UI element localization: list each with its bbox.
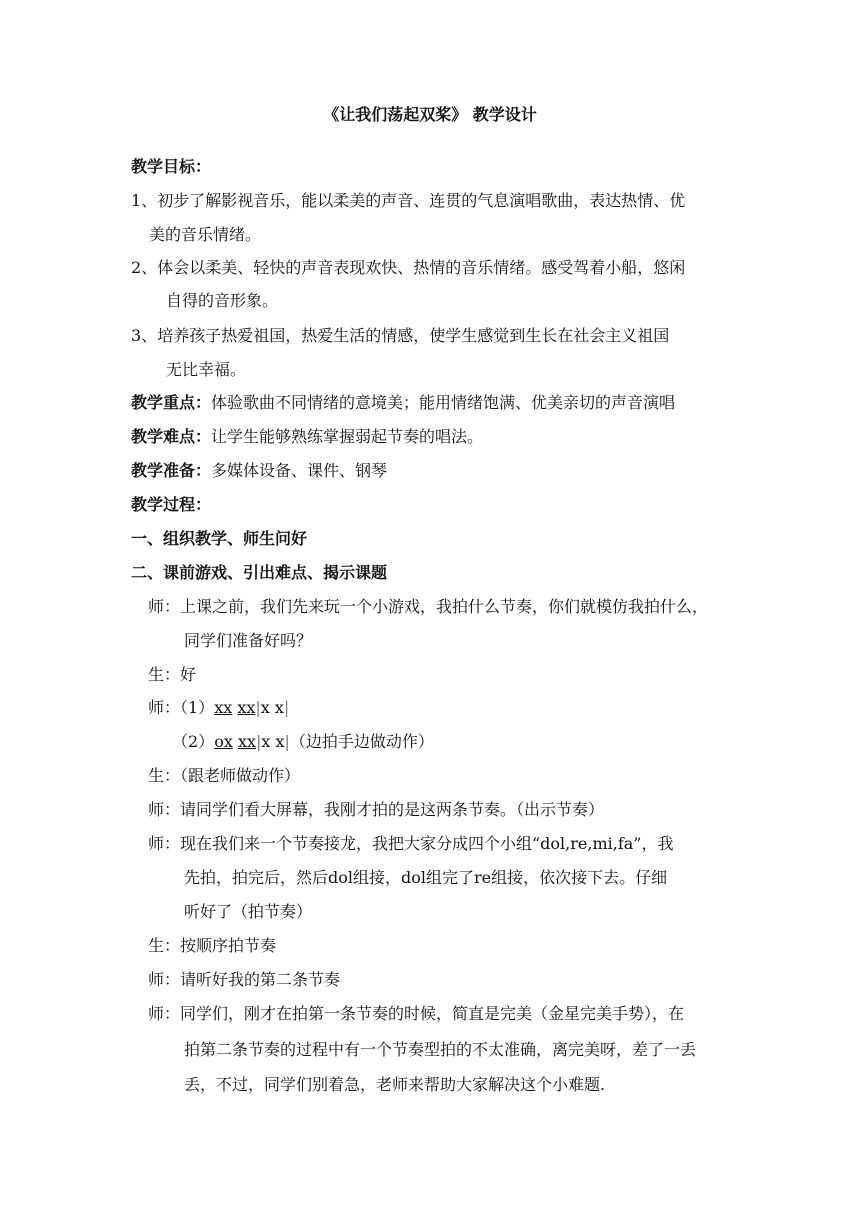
objective-2-line2: 自得的音形象。 — [166, 291, 279, 310]
objective-2-number: 2、 — [131, 258, 158, 277]
dialogue-2: 生：好 — [148, 665, 197, 684]
process-heading: 教学过程： — [131, 495, 212, 514]
dialogue-7-line2: 先拍，拍完后，然后dol组接，dol组完了re组接，依次接下去。仔细 — [184, 868, 668, 887]
rhythm-1-group-3: x x — [260, 698, 284, 717]
barline: | — [255, 698, 261, 717]
dialogue-4 — [172, 731, 434, 753]
objective-2-text: 体会以柔美、轻快的声音表现欢快、热情的音乐情绪。感受驾着小船，悠闲 — [157, 258, 686, 277]
rhythm-1-group-2: xx — [237, 698, 256, 717]
objective-1-line2: 美的音乐情绪。 — [149, 225, 262, 244]
difficulty — [131, 426, 483, 448]
difficulty-text: 让学生能够熟练掌握弱起节奏的唱法。 — [211, 427, 484, 446]
objective-1-text: 初步了解影视音乐，能以柔美的声音、连贯的气息演唱歌曲，表达热情、优 — [157, 191, 686, 210]
rhythm-1-group-1: xx — [214, 698, 233, 717]
objective-3-text: 培养孩子热爱祖国，热爱生活的情感，使学生感觉到生长在社会主义祖国 — [157, 326, 670, 345]
dialogue-7-line1: 师：现在我们来一个节奏接龙，我把大家分成四个小组“dol,re,mi,fa”，我 — [148, 834, 674, 853]
dialogue-10-line1: 师：同学们，刚才在拍第一条节奏的时候，简直是完美（金星完美手势），在 — [148, 1004, 685, 1023]
dialogue-3 — [148, 697, 289, 719]
objective-3-number: 3、 — [131, 326, 158, 345]
section-1-heading: 一、组织教学、师生问好 — [131, 529, 308, 548]
objective-3-line2: 无比幸福。 — [166, 360, 247, 379]
dialogue-6: 师：请同学们看大屏幕，我刚才拍的是这两条节奏。（出示节奏） — [148, 800, 605, 819]
preparation — [131, 460, 387, 482]
dialogue-10-line3: 丢，不过，同学们别着急，老师来帮助大家解决这个小难题. — [184, 1075, 606, 1094]
objective-2-line1 — [131, 257, 685, 279]
preparation-text: 多媒体设备、课件、钢琴 — [211, 461, 388, 480]
preparation-label: 教学准备： — [131, 461, 212, 480]
dialogue-4-prefix: （2） — [172, 732, 215, 751]
dialogue-4-suffix: （边拍手边做动作） — [289, 732, 434, 751]
key-points — [131, 392, 675, 414]
rhythm-2-group-2: xx — [237, 732, 256, 751]
dialogue-1-line1: 师：上课之前，我们先来玩一个小游戏，我拍什么节奏，你们就模仿我拍什么， — [148, 597, 709, 616]
barline: | — [283, 698, 290, 717]
dialogue-8: 生：按顺序拍节奏 — [148, 936, 277, 955]
barline: | — [255, 732, 262, 751]
section-2-heading: 二、课前游戏、引出难点、揭示课题 — [131, 563, 388, 582]
objective-1-line1 — [131, 190, 685, 212]
dialogue-5: 生：（跟老师做动作） — [148, 766, 301, 785]
barline: | — [284, 732, 290, 751]
difficulty-label: 教学难点： — [131, 427, 212, 446]
rhythm-2-group-1: ox — [214, 732, 233, 751]
dialogue-10-line2: 拍第二条节奏的过程中有一个节奏型拍的不太准确，离完美呀，差了一丢 — [184, 1040, 697, 1059]
objective-1-number: 1、 — [131, 191, 158, 210]
page-title: 《让我们荡起双桨》 教学设计 — [323, 105, 537, 124]
objective-3-line1 — [131, 325, 669, 347]
objectives-heading: 教学目标： — [131, 157, 212, 176]
key-points-text: 体验歌曲不同情绪的意境美；能用情绪饱满、优美亲切的声音演唱 — [211, 393, 676, 412]
dialogue-9: 师：请听好我的第二条节奏 — [148, 970, 341, 989]
dialogue-3-prefix: 师：（1） — [148, 698, 215, 717]
key-points-label: 教学重点： — [131, 393, 212, 412]
dialogue-7-line3: 听好了（拍节奏） — [184, 902, 313, 921]
rhythm-2-group-3: x x — [261, 732, 285, 751]
dialogue-1-line2: 同学们准备好吗？ — [184, 631, 313, 650]
